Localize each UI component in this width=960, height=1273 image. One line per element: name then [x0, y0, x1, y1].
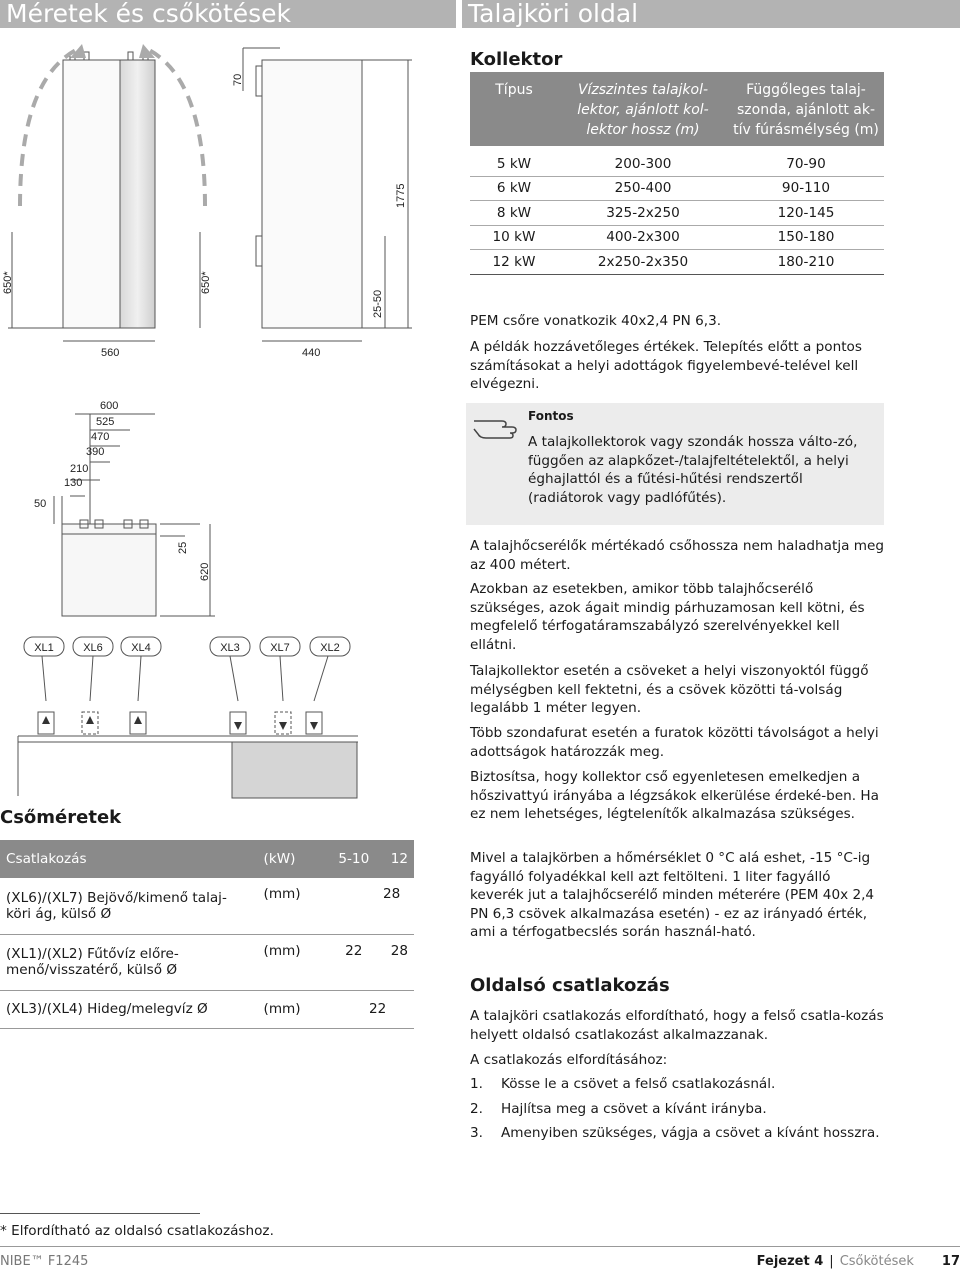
connection-xl2	[310, 637, 350, 656]
footnote-rule	[0, 1213, 200, 1214]
cell-type: 10 kW	[470, 225, 558, 250]
dim-525: 525	[96, 416, 115, 428]
cell-vertical: 150-180	[728, 225, 884, 250]
table-row	[0, 878, 414, 934]
cell-vertical: 70-90	[728, 149, 884, 176]
arrow-down-icon	[310, 722, 318, 730]
dim-130: 130	[64, 477, 83, 489]
table-row	[470, 250, 884, 275]
cell-type: 6 kW	[470, 176, 558, 201]
dim-600: 600	[100, 400, 119, 412]
arrow-up-icon	[42, 716, 50, 724]
footer-separator: |	[829, 1254, 834, 1269]
cell-type: 8 kW	[470, 201, 558, 226]
col-type: Típus	[470, 72, 558, 149]
paragraph: Talajkollektor esetén a csöveket a helyi viszonyoktól függő mélységben kell fektetni, és a csövek közötti tá-volság legalább 1 méter legyen.	[470, 663, 869, 716]
row-value: 22	[345, 942, 363, 959]
col-5-10: 5-10	[338, 851, 370, 867]
dim-620: 620	[199, 562, 211, 581]
table-row	[470, 149, 884, 176]
collector-table	[470, 72, 884, 275]
arrow-down-icon	[279, 722, 287, 730]
dim-440: 440	[302, 347, 321, 359]
svg-text:XL6: XL6	[83, 642, 103, 654]
right-title: Talajköri oldal	[462, 0, 960, 28]
dim-1775: 1775	[395, 183, 407, 208]
cell-horizontal: 250-400	[558, 176, 728, 201]
svg-text:XL2: XL2	[320, 642, 340, 654]
row-name: (XL6)/(XL7) Bejövő/kimenő talaj-köri ág, külső Ø	[6, 889, 227, 922]
list-item	[470, 1100, 884, 1119]
list-item	[470, 1075, 884, 1094]
important-box	[466, 403, 884, 525]
col-12: 12	[390, 851, 408, 867]
footer-rule	[0, 1246, 960, 1247]
col-kw: (kW)	[263, 851, 296, 867]
row-unit: (mm)	[263, 886, 301, 902]
connection-xl7	[260, 637, 300, 656]
cell-vertical: 90-110	[728, 176, 884, 201]
row-name: (XL1)/(XL2) Fűtővíz előre-menő/visszatérő, külső Ø	[6, 946, 179, 978]
side-connection-intro: A talajköri csatlakozás elfordítható, hogy a felső csatla-kozás helyett oldalsó csatlakozást alkalmazzanak.	[470, 1008, 884, 1043]
footer-chapter-label: Fejezet 4	[756, 1254, 824, 1269]
row-unit: (mm)	[263, 942, 301, 959]
list-item	[470, 1124, 884, 1143]
dim-560: 560	[101, 347, 120, 359]
side-connection-lead: A csatlakozás elfordításához:	[470, 1052, 668, 1068]
page-number: 17	[941, 1254, 960, 1269]
pointing-hand-icon	[472, 415, 520, 441]
svg-text:XL3: XL3	[220, 642, 240, 654]
cell-horizontal: 325-2x250	[558, 201, 728, 226]
col-connection: Csatlakozás	[6, 851, 87, 867]
row-name: (XL3)/(XL4) Hideg/melegvíz Ø	[6, 1001, 208, 1017]
step-number: 2.	[470, 1100, 483, 1117]
dimension-diagram	[0, 36, 455, 806]
connection-xl1	[24, 637, 64, 656]
paragraph: Több szondafurat esetén a furatok közötti távolságot a helyi adottságok határozzák meg.	[470, 725, 879, 760]
footer-chapter	[757, 1254, 960, 1269]
svg-text:XL4: XL4	[131, 642, 151, 654]
table-row	[470, 201, 884, 226]
step-number: 3.	[470, 1125, 483, 1141]
pipe-sizes-table	[0, 840, 414, 1029]
side-connection-title: Oldalsó csatlakozás	[470, 975, 670, 996]
paragraph: Azokban az esetekben, amikor több talajhőcserélő szükséges, azok ágait mindig párhuzamosan kell kötni, és megfelelő térfogatáramszabályzó szerelvényekkel kell ellátni.	[470, 581, 865, 653]
cell-type: 12 kW	[470, 250, 558, 275]
connection-xl4	[121, 637, 161, 656]
dim-25: 25	[177, 541, 189, 554]
row-value: 22	[368, 1001, 387, 1017]
pipe-sizes-title: Csőméretek	[0, 807, 122, 828]
step-text: Amenyiben szükséges, vágja a csövet a kívánt hosszra.	[501, 1125, 880, 1141]
collector-note-pem: PEM csőre vonatkozik 40x2,4 PN 6,3.	[470, 313, 722, 329]
collector-title: Kollektor	[470, 49, 563, 70]
dim-650-right: 650*	[200, 271, 212, 294]
row-value: 28	[382, 886, 401, 902]
paragraph: Mivel a talajkörben a hőmérséklet 0 °C alá eshet, -15 °C-ig fagyálló folyadékkal kell azt feltölteni. 1 liter fagyálló keverék jut a talajhőcserélő minden méterére (PEM 40x 2,4 PN 6,3 csövek alkalmazása esetén) - ez az irányadó érték, ami a térfogatbecslés során használ-ható.	[470, 850, 875, 940]
dim-210: 210	[70, 463, 89, 475]
arrow-up-icon	[86, 716, 94, 724]
arrow-down-icon	[234, 722, 242, 730]
cell-vertical: 120-145	[728, 201, 884, 226]
left-title: Méretek és csőkötések	[0, 0, 456, 28]
dim-70: 70	[232, 73, 244, 86]
paragraph: A talajhőcserélők mértékadó csőhossza nem haladhatja meg az 400 métert.	[470, 538, 884, 573]
arrow-up-icon	[134, 716, 142, 724]
step-number: 1.	[470, 1076, 483, 1092]
svg-text:XL1: XL1	[34, 642, 54, 654]
dim-50: 50	[34, 498, 47, 510]
table-row	[0, 934, 414, 990]
step-text: Kösse le a csövet a felső csatlakozásnál.	[501, 1076, 776, 1092]
cell-horizontal: 400-2x300	[558, 225, 728, 250]
connection-xl6	[73, 637, 113, 656]
svg-text:XL7: XL7	[270, 642, 290, 654]
footer-section: Csőkötések	[839, 1254, 914, 1269]
dim-25-50: 25-50	[372, 289, 384, 318]
important-text: A talajkollektorok vagy szondák hossza válto-zó, függően az alapkőzet-/talajfeltételektől, a helyi éghajlattól és a fűtési-hűtési rendszertől (radiátorok vagy padlófűtés).	[528, 434, 858, 506]
row-value: 28	[390, 942, 408, 959]
cell-type: 5 kW	[470, 149, 558, 176]
steps-list	[470, 1075, 884, 1143]
cell-vertical: 180-210	[728, 250, 884, 275]
connection-xl3	[210, 637, 250, 656]
important-label: Fontos	[528, 409, 574, 423]
table-row	[470, 176, 884, 201]
cell-horizontal: 2x250-2x350	[558, 250, 728, 275]
paragraph: Biztosítsa, hogy kollektor cső egyenletesen emelkedjen a hőszivattyú irányába a légzsákok elkerülése érdeké-ben. Ha ez nem lehetséges, légtelenítők alkalmazása szükséges.	[470, 769, 879, 822]
collector-note-estimates: A példák hozzávetőleges értékek. Telepítés előtt a pontos számításokat a helyi adottágok figyelembevé-telével kell elvégezni.	[470, 339, 862, 392]
table-row	[470, 225, 884, 250]
footnote: * Elfordítható az oldalsó csatlakozáshoz.	[0, 1223, 274, 1239]
col-vertical: Függőleges talaj-szonda, ajánlott ak-tív fúrásmélység (m)	[728, 72, 884, 149]
dim-470: 470	[91, 431, 110, 443]
table-row	[0, 990, 414, 1028]
dim-650-left: 650*	[2, 271, 14, 294]
footer-brand: NIBE™ F1245	[0, 1254, 89, 1269]
step-text: Hajlítsa meg a csövet a kívánt irányba.	[501, 1100, 767, 1117]
row-unit: (mm)	[263, 1001, 301, 1017]
col-horizontal: Vízszintes talajkol-lektor, ajánlott kol-lektor hossz (m)	[558, 72, 728, 149]
dim-390: 390	[86, 446, 105, 458]
cell-horizontal: 200-300	[558, 149, 728, 176]
